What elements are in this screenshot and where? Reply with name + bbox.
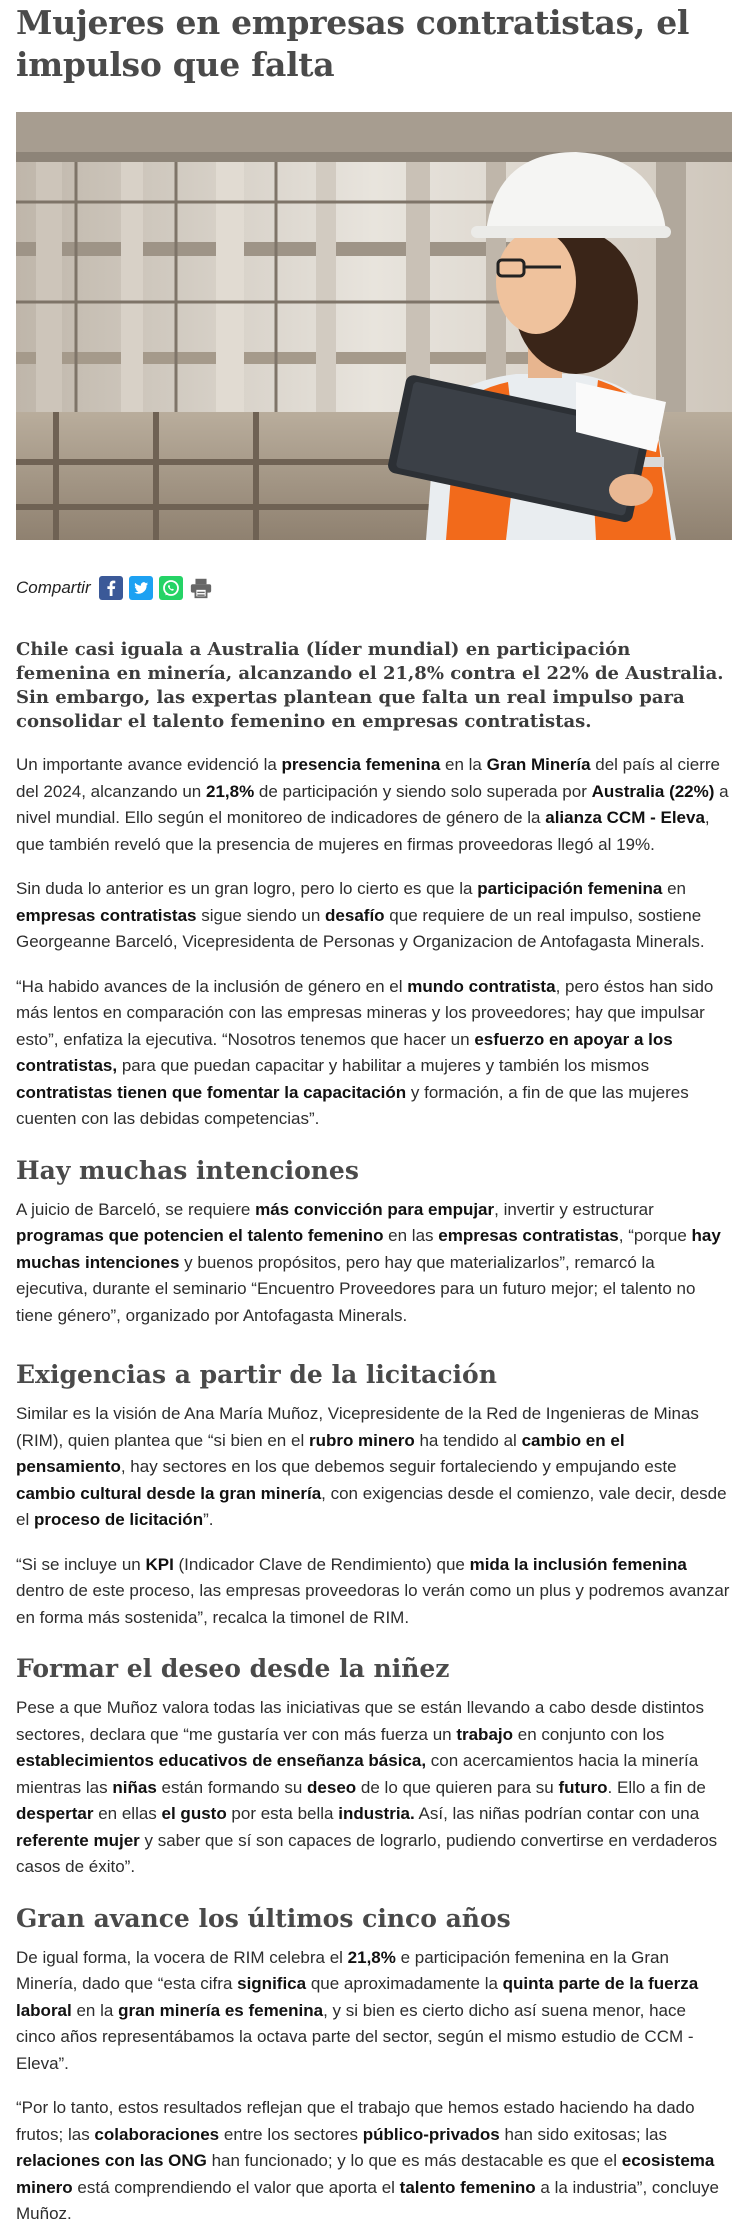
bold-segment: gran minería es femenina (118, 2000, 324, 2020)
heading-exigencias: Exigencias a partir de la licitación (16, 1360, 497, 1389)
text-segment: ”. (203, 1510, 214, 1529)
text-segment: en ellas (93, 1804, 162, 1823)
bold-segment: proceso de licitación (33, 1510, 204, 1529)
bold-segment: futuro (558, 1777, 608, 1797)
bold-segment: talento femenino (399, 2177, 536, 2197)
text-segment: han funcionado; y lo que es más destacable es que el (206, 2151, 622, 2170)
bold-segment: presencia femenina (281, 755, 441, 774)
bold-segment: establecimientos educativos de enseñanza básica, (16, 1751, 427, 1770)
text-segment: Sin duda lo anterior es un gran logro, pero lo cierto es que la (16, 879, 478, 898)
facebook-icon[interactable] (99, 576, 123, 600)
text-segment: “Si se incluye un (16, 1554, 146, 1574)
text-segment: , “porque (618, 1226, 692, 1245)
text-segment: , hay sectores en los que debemos seguir fortaleciendo y empujando este (120, 1457, 677, 1476)
article-lead: Chile casi iguala a Australia (líder mundial) en participación femenina en minería, alcanzando el 21,8% contra el 22% de Australia. Sin embargo, las expertas plantean que falta un real impulso para consolidar el talento femenino en empresas contratistas. (16, 639, 724, 732)
paragraph-5 (16, 1401, 730, 1534)
text-segment: (Indicador Clave de Rendimiento) que (173, 1554, 470, 1574)
text-segment: entre los sectores (219, 2124, 363, 2144)
bold-segment: participación femenina (477, 879, 663, 898)
text-segment: De igual forma, la vocera de RIM celebra el (16, 1947, 348, 1967)
heading-intenciones: Hay muchas intenciones (16, 1155, 359, 1185)
text-segment: de lo que quieren para su (356, 1777, 559, 1797)
article-title: Mujeres en empresas contratistas, el impulso que falta (16, 3, 690, 84)
text-segment: A juicio de Barceló, se requiere (16, 1199, 256, 1219)
bold-segment: alianza CCM - Eleva (545, 808, 705, 827)
text-segment: que requiere de un real impulso, sostiene Georgeanne Barceló, Vicepresidenta de Personas y Organizacion de Antofagasta Minerals. (16, 905, 705, 951)
bold-segment: Gran Minería (486, 755, 591, 774)
bold-segment: niñas (112, 1777, 157, 1797)
text-segment: sigue siendo un (196, 905, 326, 925)
article (0, 2, 746, 2228)
bold-segment: cambio cultural desde la gran minería (16, 1483, 322, 1503)
text-segment: del país al cierre del 2024, alcanzando un (16, 755, 720, 801)
bold-segment: empresas contratistas (16, 905, 197, 925)
paragraph-2 (16, 876, 730, 956)
text-segment: están formando su (156, 1777, 308, 1797)
text-segment: , que también reveló que la presencia de mujeres en firmas proveedoras llegó al 19%. (16, 808, 710, 854)
text-segment: a la industria”, concluye Muñoz. (16, 2177, 720, 2223)
bold-segment: contratistas tienen que fomentar la capacitación (16, 1082, 407, 1102)
text-segment: en conjunto con los (513, 1724, 665, 1744)
bold-segment: empresas contratistas (438, 1226, 619, 1245)
bold-segment: mida la inclusión femenina (469, 1554, 687, 1574)
text-segment: en (662, 879, 686, 898)
bold-segment: 21,8% (206, 781, 255, 801)
text-segment: Así, las niñas podrían contar con una (414, 1804, 700, 1823)
bold-segment: público-privados (362, 2124, 500, 2144)
bold-segment: mundo contratista (407, 976, 556, 996)
bold-segment: hay muchas intenciones (16, 1226, 721, 1272)
bold-segment: KPI (145, 1554, 174, 1574)
bold-segment: significa (237, 1974, 307, 1993)
bold-segment: 21,8% (347, 1947, 396, 1967)
text-segment: de participación y siendo solo superada por (254, 781, 592, 801)
bold-segment: ecosistema minero (16, 2151, 715, 2197)
twitter-icon[interactable] (129, 576, 153, 600)
bold-segment: esfuerzo en apoyar a los contratistas, (16, 1029, 673, 1075)
share-label: Compartir (16, 578, 91, 597)
text-segment: Pese a que Muñoz valora todas las iniciativas que se están llevando a cabo desde distintos sectores, declara que “me gustaría ver con más fuerza un (16, 1698, 704, 1744)
text-segment: para que puedan capacitar y habilitar a mujeres y también los mismos (117, 1056, 650, 1075)
hero-image (16, 112, 732, 540)
bold-segment: rubro minero (308, 1430, 415, 1450)
text-segment: Un importante avance evidenció la (16, 755, 282, 774)
text-segment: dentro de este proceso, las empresas proveedoras lo verán como un plus y podremos avanzar en forma más sostenida”, recalca la timonel de RIM. (16, 1581, 730, 1627)
text-segment: a nivel mundial. Ello según el monitoreo de indicadores de género de la (16, 781, 729, 827)
construction-worker-illustration (16, 112, 732, 540)
heading-deseo: Formar el deseo desde la niñez (16, 1654, 450, 1683)
share-bar (16, 573, 730, 603)
text-segment: y buenos propósitos, pero hay que materializarlos”, remarcó la ejecutiva, durante el seminario “Encuentro Proveedores para un futuro mejor; el talento no tiene género”, organizado por Antofagasta Minerals. (16, 1252, 696, 1325)
text-segment: “Por lo tanto, estos resultados reflejan que el trabajo que hemos estado haciendo ha dado frutos; las (16, 2098, 695, 2144)
text-segment: ha tendido al (414, 1430, 522, 1450)
text-segment: , con exigencias desde el comienzo, vale decir, desde el (16, 1483, 727, 1529)
paragraph-3 (16, 974, 730, 1133)
text-segment: en la (440, 755, 487, 774)
text-segment: que aproximadamente la (306, 1974, 503, 1993)
whatsapp-icon[interactable] (159, 576, 183, 600)
paragraph-7 (16, 1695, 730, 1881)
text-segment: y formación, a fin de que las mujeres cuenten con las debidas competencias”. (16, 1082, 689, 1128)
text-segment: , y si bien es cierto dicho así suena menor, hace cinco años representábamos la octava parte del sector, según el mismo estudio de CCM - Eleva”. (16, 2000, 694, 2073)
bold-segment: referente mujer (16, 1830, 140, 1850)
text-segment: , invertir y estructurar (494, 1199, 654, 1219)
bold-segment: colaboraciones (94, 2124, 220, 2144)
text-segment: han sido exitosas; las (499, 2124, 667, 2144)
bold-segment: el gusto (161, 1804, 227, 1823)
paragraph-1 (16, 752, 730, 858)
bold-segment: relaciones con las ONG (16, 2151, 207, 2170)
text-segment: en las (383, 1226, 439, 1245)
text-segment: Similar es la visión de Ana María Muñoz, Vicepresidente de la Red de Ingenieras de Minas (RIM), quien plantea que “si bien en el (16, 1404, 699, 1450)
bold-segment: Australia (22%) (591, 781, 715, 801)
print-icon[interactable] (189, 576, 213, 600)
bold-segment: programas que potencien el talento femenino (16, 1226, 384, 1245)
bold-segment: más convicción para empujar (255, 1199, 495, 1219)
text-segment: , pero éstos han sido más lentos en comparación con las empresas mineras y los proveedores; hay que impulsar esto”, enfatiza la ejecutiva. “Nosotros tenemos que hacer un (16, 976, 714, 1049)
bold-segment: deseo (307, 1777, 357, 1797)
heading-avance: Gran avance los últimos cinco años (16, 1903, 511, 1933)
text-segment: por esta bella (226, 1804, 339, 1823)
bold-segment: industria. (338, 1804, 415, 1823)
text-segment: en la (71, 2000, 119, 2020)
bold-segment: cambio en el pensamiento (16, 1430, 625, 1476)
bold-segment: desafío (325, 905, 385, 925)
text-segment: está comprendiendo el valor que aporta el (72, 2177, 400, 2197)
text-segment: “Ha habido avances de la inclusión de género en el (16, 976, 408, 996)
paragraph-6 (16, 1552, 730, 1632)
text-segment: . Ello a fin de (607, 1777, 706, 1797)
bold-segment: trabajo (456, 1724, 514, 1744)
paragraph-8 (16, 1945, 730, 2078)
paragraph-4 (16, 1197, 730, 1330)
text-segment: y saber que sí son capaces de lograrlo, pudiendo convertirse en verdaderos casos de éxito”. (16, 1830, 718, 1876)
bold-segment: despertar (16, 1804, 94, 1823)
paragraph-9 (16, 2095, 730, 2228)
text-segment: con acercamientos hacia la minería mientras las (16, 1751, 699, 1797)
bold-segment: quinta parte de la fuerza laboral (16, 1974, 699, 2020)
text-segment: e participación femenina en la Gran Minería, dado que “esta cifra (16, 1947, 669, 1993)
